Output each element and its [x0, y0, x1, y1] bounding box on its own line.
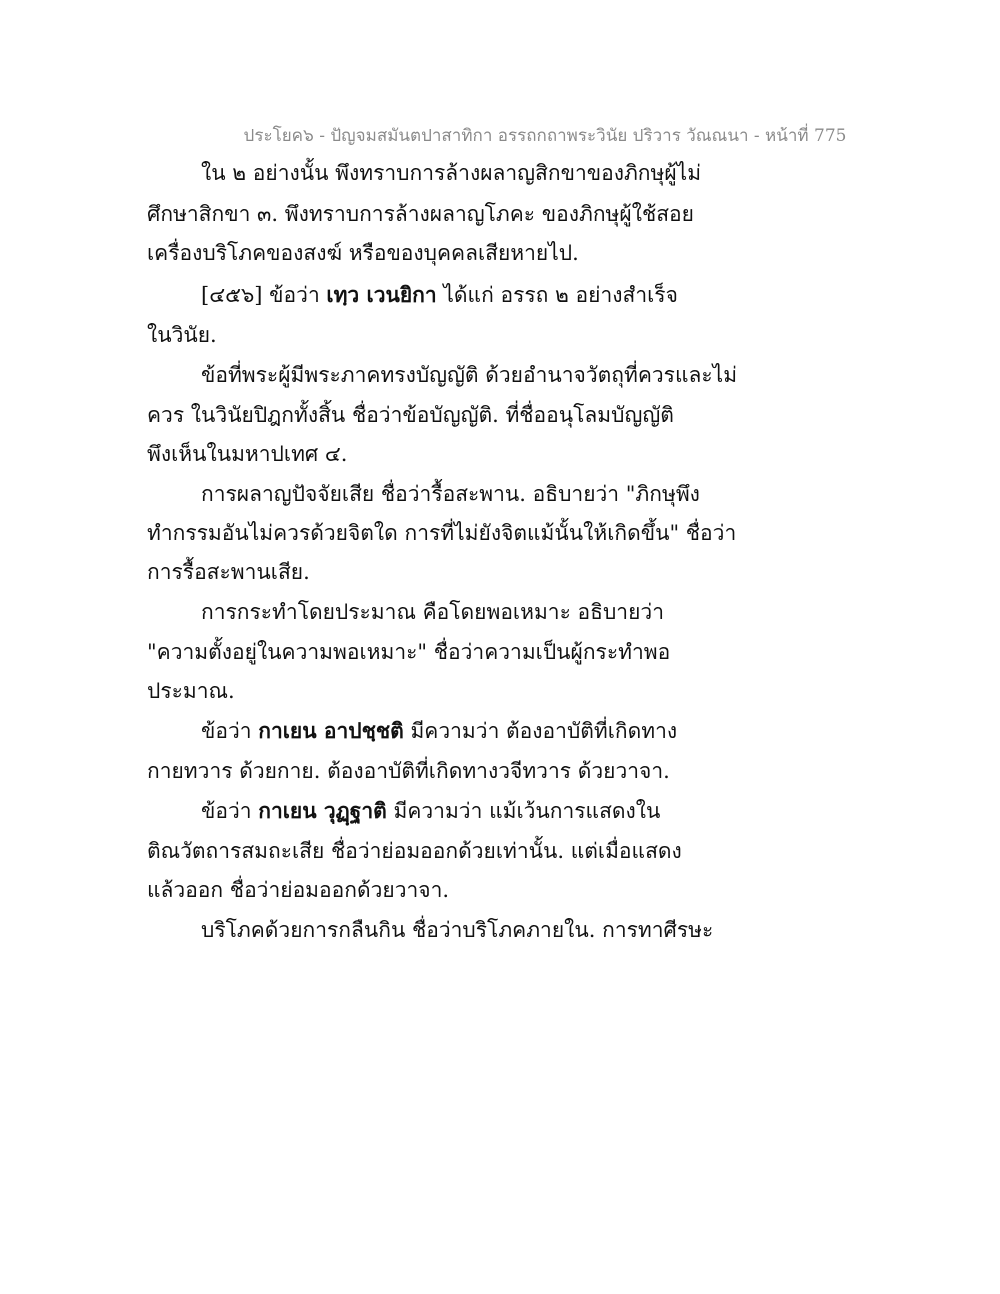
- text-line: กายทวาร ด้วยกาย. ต้องอาบัติที่เกิดทางวจีทวาร ด้วยวาจา.: [147, 759, 670, 783]
- text-line: การผลาญปัจจัยเสีย ชื่อว่ารื้อสะพาน. อธิบายว่า "ภิกษุพึง: [201, 482, 700, 506]
- text-line: ใน ๒ อย่างนั้น พึงทราบการล้างผลาญสิกขาของภิกษุผู้ไม่: [201, 161, 702, 185]
- text-line: [201, 796, 660, 826]
- text-line: การกระทำโดยประมาณ คือโดยพอเหมาะ อธิบายว่า: [201, 600, 664, 624]
- text-line: [201, 716, 677, 746]
- text-segment: ข้อว่า: [201, 799, 259, 823]
- text-line: ทำกรรมอันไม่ควรด้วยจิตใด การที่ไม่ยังจิตแม้นั้นให้เกิดขึ้น" ชื่อว่า: [147, 521, 737, 545]
- text-line: แล้วออก ชื่อว่าย่อมออกด้วยวาจา.: [147, 878, 450, 902]
- text-segment: [๔๕๖] ข้อว่า: [201, 283, 327, 307]
- text-line: ประมาณ.: [147, 679, 235, 703]
- bold-term: กาเยน อาปชฺชติ: [258, 718, 404, 743]
- text-line: เครื่องบริโภคของสงฆ์ หรือของบุคคลเสียหายไป.: [147, 241, 579, 265]
- text-line: ควร ในวินัยปิฎกทั้งสิ้น ชื่อว่าข้อบัญญัติ. ที่ชื่ออนุโลมบัญญัติ: [147, 403, 674, 427]
- page-header: ประโยค๖ - ปัญจมสมันตปาสาทิกา อรรถกถาพระวินัย ปริวาร วัณณนา - หน้าที่ 775: [243, 126, 847, 146]
- text-line: ข้อที่พระผู้มีพระภาคทรงบัญญัติ ด้วยอำนาจวัตถุที่ควรและไม่: [201, 363, 738, 387]
- text-line: ติณวัตถารสมถะเสีย ชื่อว่าย่อมออกด้วยเท่านั้น. แต่เมื่อแสดง: [147, 839, 682, 863]
- text-segment: มีความว่า ต้องอาบัติที่เกิดทาง: [403, 719, 678, 743]
- text-segment: ได้แก่ อรรถ ๒ อย่างสำเร็จ: [436, 283, 678, 307]
- text-segment: ข้อว่า: [201, 719, 259, 743]
- text-line: ในวินัย.: [147, 323, 217, 347]
- text-line: "ความตั้งอยู่ในความพอเหมาะ" ชื่อว่าความเป็นผู้กระทำพอ: [147, 640, 671, 664]
- text-segment: มีความว่า แม้เว้นการแสดงใน: [386, 799, 661, 823]
- text-line: พึงเห็นในมหาปเทศ ๔.: [147, 442, 348, 466]
- text-line: [201, 280, 678, 310]
- bold-term: เทฺว เวนยิกา: [326, 282, 437, 307]
- text-line: บริโภคด้วยการกลืนกิน ชื่อว่าบริโภคภายใน. การทาศีรษะ: [201, 918, 714, 942]
- text-line: การรื้อสะพานเสีย.: [147, 560, 310, 584]
- bold-term: กาเยน วุฏฺฐาติ: [258, 798, 387, 823]
- text-line: ศึกษาสิกขา ๓. พึงทราบการล้างผลาญโภคะ ของภิกษุผู้ใช้สอย: [147, 202, 694, 226]
